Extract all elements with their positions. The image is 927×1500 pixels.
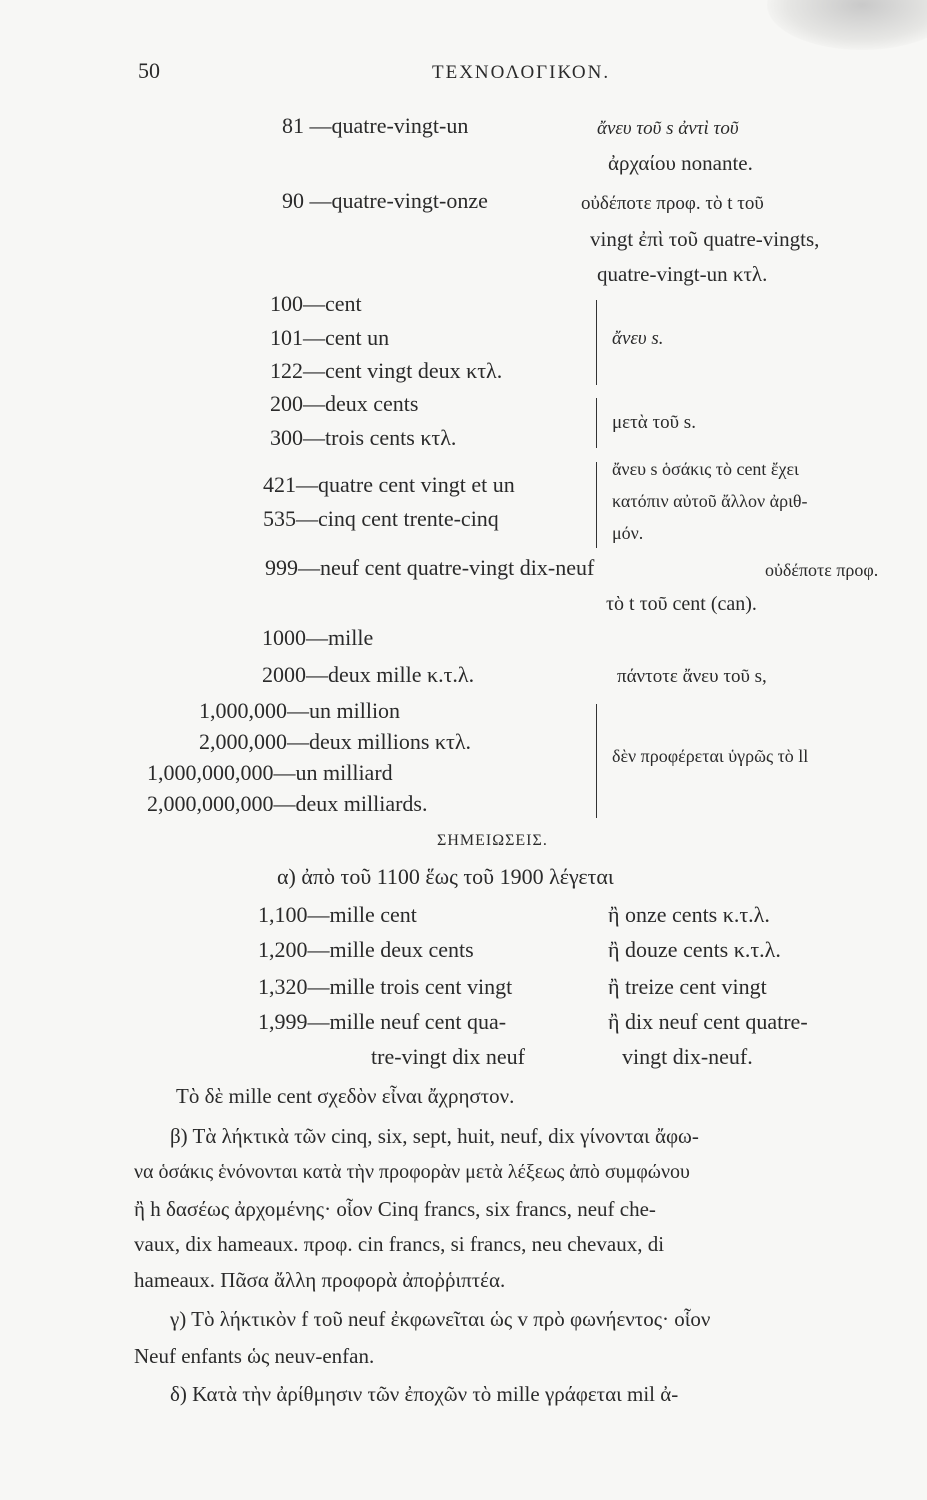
note-row-left: tre-vingt dix neuf: [371, 1044, 525, 1069]
note-row-left: 1,200—mille deux cents: [258, 937, 474, 962]
note-line: δὲν προφέρεται ὑγρῶς τὸ ll: [612, 746, 809, 766]
note-line: ἄνευ τοῦ s ἀντὶ τοῦ: [597, 118, 739, 139]
note-paragraph: α) ἀπὸ τοῦ 1100 ἕως τοῦ 1900 λέγεται: [277, 864, 614, 889]
note-row-right: ἢ onze cents κ.τ.λ.: [608, 902, 770, 927]
note-paragraph: να ὁσάκις ἑνόνονται κατὰ τὴν προφορὰν μετὰ λέξεως ἀπὸ συμφώνου: [134, 1161, 690, 1183]
note-line: τὸ t τοῦ cent (can).: [606, 593, 757, 615]
brace: [596, 462, 597, 548]
note-line: ἄνευ s.: [612, 328, 664, 349]
note-paragraph: γ) Τὸ λήκτικὸν f τοῦ neuf ἐκφωνεῖται ὡς v πρὸ φωνήεντος· οἷον: [170, 1307, 711, 1331]
number-line: 101—cent un: [270, 325, 390, 350]
number-line: 535—cinq cent trente-cinq: [263, 506, 499, 531]
note-line: κατόπιν αὐτοῦ ἄλλον ἀριθ-: [612, 491, 808, 511]
note-paragraph: β) Τὰ λήκτικὰ τῶν cinq, six, sept, huit, neuf, dix γίνονται ἄφω-: [170, 1124, 699, 1148]
number-line: 2,000,000,000—deux milliards.: [147, 791, 428, 816]
number-line: 122—cent vingt deux κτλ.: [270, 358, 503, 383]
running-title: ΤΕΧΝΟΛΟΓΙΚΟΝ.: [432, 62, 611, 83]
note-line: vingt ἐπὶ τοῦ quatre-vingts,: [590, 227, 820, 251]
note-line: πάντοτε ἄνευ τοῦ s,: [617, 666, 767, 687]
note-line: μετὰ τοῦ s.: [612, 412, 696, 433]
note-line: ἀρχαίου nonante.: [608, 151, 753, 175]
number-line: 421—quatre cent vingt et un: [263, 472, 515, 497]
note-line: quatre-vingt-un κτλ.: [597, 262, 768, 286]
number-line: 2,000,000—deux millions κτλ.: [199, 729, 471, 754]
note-paragraph: ἢ h δασέως ἀρχομένης· οἷον Cinq francs, six francs, neuf che-: [134, 1197, 656, 1221]
number-line: 90 —quatre-vingt-onze: [282, 188, 488, 213]
brace: [596, 300, 597, 385]
number-line: 300—trois cents κτλ.: [270, 425, 457, 450]
brace: [596, 398, 597, 448]
number-line: 1000—mille: [262, 625, 374, 650]
note-paragraph: vaux, dix hameaux. προφ. cin francs, si francs, neu chevaux, di: [134, 1232, 665, 1256]
page-number: 50: [138, 58, 160, 83]
number-line: 100—cent: [270, 291, 362, 316]
note-paragraph: Τὸ δὲ mille cent σχεδὸν εἶναι ἄχρηστον.: [176, 1084, 515, 1108]
note-line: οὐδέποτε προφ.: [765, 560, 879, 580]
number-line: 1,000,000,000—un milliard: [147, 760, 393, 785]
note-row-right: ἢ douze cents κ.τ.λ.: [608, 937, 781, 962]
note-row-right: vingt dix-neuf.: [622, 1044, 753, 1069]
note-row-left: 1,100—mille cent: [258, 902, 417, 927]
note-row-right: ἢ dix neuf cent quatre-: [608, 1009, 808, 1034]
brace: [596, 704, 597, 818]
note-row-right: ἢ treize cent vingt: [608, 974, 767, 999]
page-stain: [767, 0, 927, 50]
note-row-left: 1,320—mille trois cent vingt: [258, 974, 513, 999]
note-line: ἄνευ s ὁσάκις τὸ cent ἔχει: [612, 459, 799, 479]
note-line: μόν.: [612, 523, 644, 543]
number-line: 1,000,000—un million: [199, 698, 401, 723]
number-line: 200—deux cents: [270, 391, 419, 416]
note-paragraph: hameaux. Πᾶσα ἄλλη προφορὰ ἀποῤῥιπτέα.: [134, 1268, 506, 1292]
number-line: 2000—deux mille κ.τ.λ.: [262, 662, 475, 687]
note-row-left: 1,999—mille neuf cent qua-: [258, 1009, 507, 1034]
note-paragraph: δ) Κατὰ τὴν ἀρίθμησιν τῶν ἐποχῶν τὸ mille γράφεται mil ἀ-: [170, 1382, 679, 1406]
number-line: 81 —quatre-vingt-un: [282, 113, 469, 138]
number-line: 999—neuf cent quatre-vingt dix-neuf: [265, 555, 595, 580]
note-paragraph: Neuf enfants ὡς neuv-enfan.: [134, 1344, 375, 1368]
notes-heading: ΣΗΜΕΙΩΣΕΙΣ.: [437, 832, 548, 849]
note-line: οὐδέποτε προφ. τὸ t τοῦ: [581, 193, 764, 214]
